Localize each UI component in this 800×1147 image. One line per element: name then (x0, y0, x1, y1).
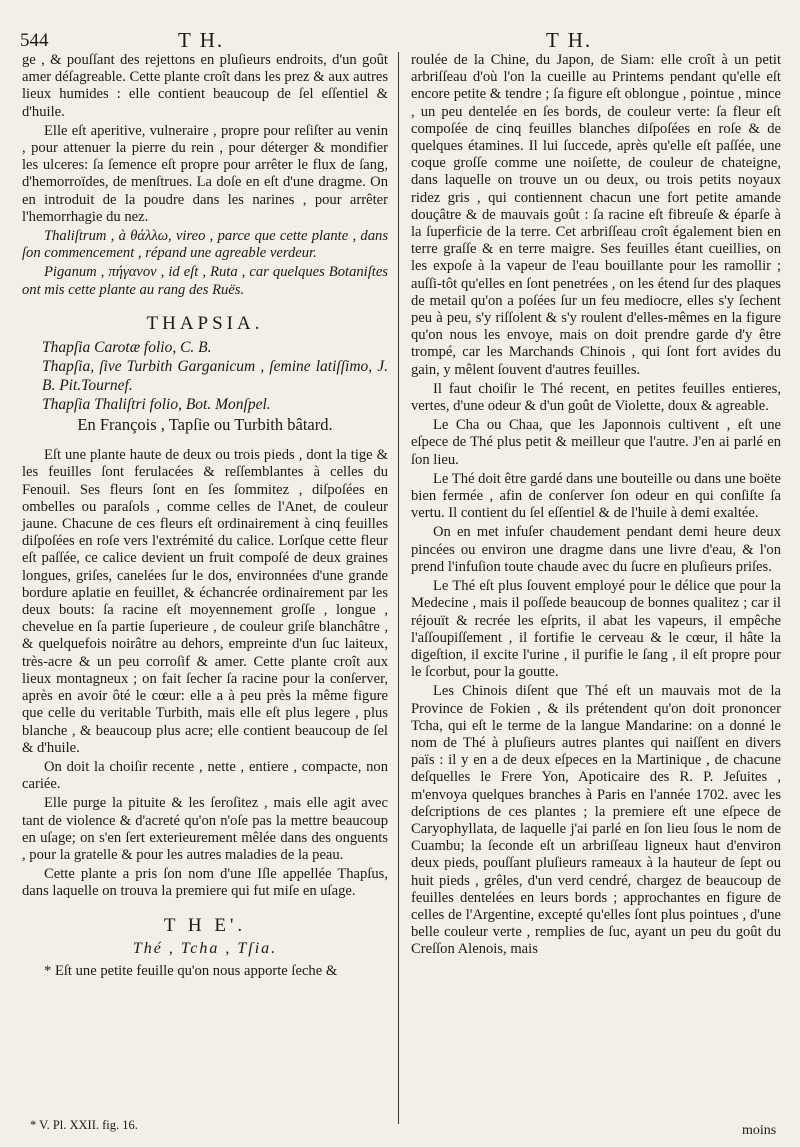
running-head-left: T H. (178, 28, 225, 52)
footnote: * V. Pl. XXII. fig. 16. (30, 1118, 138, 1132)
paragraph: Elle purge la pituite & les ſeroſitez , mais elle agit avec tant de violence & d'acreté qu'on n'oſe pas la mettre beaucoup en uſage; on s'en ſert exterieurement mêlée dans des onguents , pour la gratelle & pour les autres maladies de la peau. (22, 795, 388, 863)
paragraph: Il faut choiſir le Thé recent, en petites feuilles entieres, vertes, d'une odeur & d'un goût de Violette, doux & agreable. (411, 380, 781, 415)
paragraph: Les Chinois diſent que Thé eſt un mauvais mot de la Province de Fokien , & ils prétendent qu'on doit prononcer Tcha, qui eſt le terme de la langue Mandarine: on a donné le nom de Thé à pluſieurs autres plantes qui naiſſent en divers païs : il y en a de deux eſpeces en la Martinique , de chacune deſquelles le Frere Yon, Apoticaire des R. P. Jeſuites , m'envoya quelques branches à Paris en l'année 1702. avec les deſcriptions de ces plantes ; la premiere eſt une eſpece de Caryophyllata, de laquelle j'ai parlé en ſon lieu ſous le nom de Cuambu; la ſeconde eſt un arbriſſeau ligneux haut d'environ deux pieds, pouſſant pluſieurs rameaux à la hauteur de ſept ou huit pieds , grêles, d'un verd cendré, chargez de beaucoup de feuilles dentelées en leurs bords ; approchantes en figure de celles de l'Argentine, excepté qu'elles ſont plus pointues , d'une belle couleur verte , remplies de ſuc, ayant un peu du goût du Creſſon Alenois, mais (411, 683, 781, 958)
paragraph: ge , & pouſſant des rejettons en pluſieurs endroits, d'un goût amer déſagreable. Cette plante croît dans les prez & aux autres lieux humides : elle contient beaucoup de ſel eſſentiel & d'huile. (22, 52, 388, 120)
section-heading-the: T H E'. (163, 914, 247, 936)
paragraph: Le Thé eſt plus ſouvent employé pour le délice que pour la Medecine , mais il poſſede beaucoup de bonnes qualitez ; car il réjouït & recrée les eſprits, il abat les vapeurs, il empêche l'aſſoupiſſement , il fortifie le cerveau & le cœur, il hâte la digeſtion, il excite l'urine , il purifie le ſang , il eſt propre pour le ſcorbut, pour la goutte. (411, 578, 781, 681)
paragraph: Le Cha ou Chaa, que les Japonnois cultivent , eſt une eſpece de Thé plus petit & meilleur que l'autre. J'en ai parlé en ſon lieu. (411, 417, 781, 468)
page-number: 544 (20, 30, 49, 51)
catchword: moins (742, 1123, 777, 1138)
paragraph: Elle eſt aperitive, vulneraire , propre pour reſiſter au venin , pour attenuer la pierre du rein , pour déterger & mondifier les ulceres: ſa ſemence eſt propre pour arrêter le flux de ſang, d'hemorroïdes, de menſtrues. La doſe en eſt d'une dragme. On en introduit de la poudre dans les narines , pour arrêter l'hemorrhagie du nez. (22, 122, 388, 225)
paragraph: Piganum , πήγανον , id eſt , Ruta , car quelques Botaniſtes ont mis cette plante au rang des Ruës. (22, 264, 388, 298)
paragraph: Le Thé doit être gardé dans une bouteille ou dans une boëte bien fermée , afin de conſerver ſon odeur en qui conſiſte ſa vertu. Il contient du ſel eſſentiel & de l'huile à demi exaltée. (411, 470, 781, 522)
section-heading-thapsia: THAPSIA. (146, 312, 264, 334)
paragraph: roulée de la Chine, du Japon, de Siam: elle croît à un petit arbriſſeau d'où l'on la cueille au Printems pendant qu'elle eſt encore petite & tendre ; ſa figure eſt oblongue , pointue , mince , un peu dentelée en ſes bords, de couleur verte: ſa fleur eſt compoſée de cinq feuilles blanches diſpoſées en roſe & de quelques étamines. Il lui ſuccede, après qu'elle eſt paſſée, une coque groſſe comme une noiſette, de couleur de chateigne, dans laquelle on trouve un ou deux, ou trois petits noyaux ridez gris , qui contiennent chacun une fort petite amande douçâtre & de mauvais goût : ſa racine eſt fibreuſe & éparſe à la ſuperficie de la terre. Cet arbriſſeau croît également bien en terre graſſe & en terre maigre. Ses feuilles étant cueillies, on les expoſe à la vapeur de l'eau bouillante pour les ramollir ; auſſi-tôt qu'elles en ſont penetrées , on les étend ſur des plaques de metail qu'on a poſées ſur un feu mediocre, elles s'y ſechent peu à peu, s'y riſſolent & s'y roulent d'elles-mêmes en la figure qu'on nous les envoye, mais on doit prendre garde d'y être trompé, car les Marchands Chinois , qui ſont fort avides du gain, y mêlent ſouvent d'autres feuilles. (411, 52, 781, 378)
synonym-line: Thapſia, ſive Turbith Garganicum , ſemine latiſſimo, J. B. Pit.Tournef. (42, 358, 388, 395)
left-column (22, 52, 388, 982)
paragraph: Eſt une plante haute de deux ou trois pieds , dont la tige & les feuilles ſont ferulacées & reſſemblantes à celles du Fenouil. Ses fleurs ſont en ſes ſommitez , diſpoſées en ombelles ou paraſols , comme celles de l'Anet, de couleur jaune. Chacune de ces fleurs eſt ordinairement à cinq feuilles diſpoſées en roſe vers l'extrémité du calice. Lorſque cette fleur eſt paſſée, ce calice devient un fruit compoſé de deux graines longues, griſes, canelées ſur le dos, environnées d'une grande bordure aplatie en feuillet, & échancrée ordinairement par les deux bouts: ſa racine eſt moyennement groſſe , longue , chevelue en ſa partie ſuperieure , de couleur griſe blanchâtre , & quelquefois noirâtre au dehors, empreinte d'un ſuc laiteux, très-acre & un peu corroſif & amer. Cette plante croît aux lieux montagneux ; on fait ſecher ſa racine pour la conſerver, après en avoir ôté le cœur: elle a à peu près la même figure que celle du veritable Turbith, mais elle eſt plus legere , plus blanche , & beaucoup plus acre; elle contient beaucoup de ſel & d'huile. (22, 447, 388, 756)
synonym-line: Thapſia Thaliſtri folio, Bot. Monſpel. (42, 396, 271, 414)
paragraph: On en met infuſer chaudement pendant demi heure deux pincées ou environ une dragme dans une livre d'eau, & l'on prend l'infuſion toute chaude avec du ſucre en pluſieurs priſes. (411, 524, 781, 575)
paragraph: Thaliſtrum , à θάλλω, vireo , parce que cette plante , dans ſon commencement , répand une agreable verdeur. (22, 228, 388, 262)
synonym-line-the: Thé , Tcha , Tſia. (132, 939, 278, 957)
running-head-right: T H. (546, 28, 593, 52)
column-divider (398, 52, 399, 1124)
paragraph: On doit la choiſir recente , nette , entiere , compacte, non cariée. (22, 758, 388, 793)
synonym-line: Thapſia Carotæ folio, C. B. (42, 339, 212, 357)
right-column (411, 52, 781, 961)
french-name: En François , Tapſie ou Turbith bâtard. (77, 415, 333, 435)
paragraph: Cette plante a pris ſon nom d'une Iſle appellée Thapſus, dans laquelle on trouva la premiere qui fut miſe en uſage. (22, 866, 388, 900)
paragraph: * Eſt une petite feuille qu'on nous apporte ſeche & (44, 962, 338, 979)
